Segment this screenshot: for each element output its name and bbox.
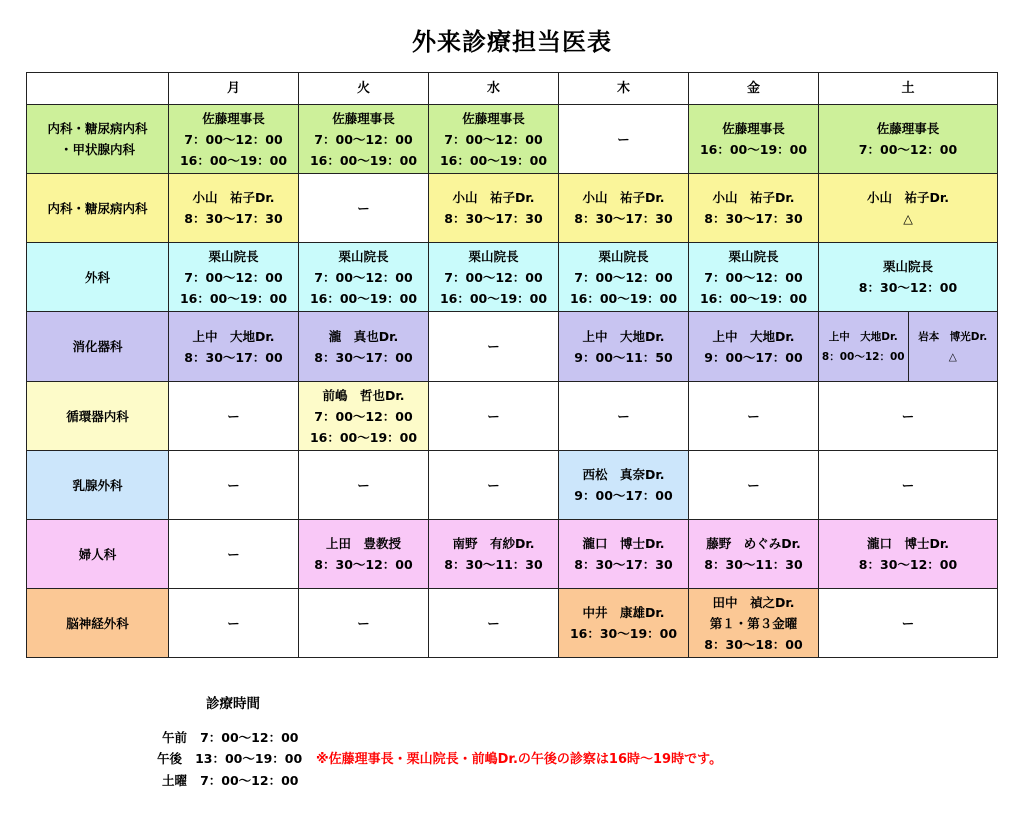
cell-line: 上中 大地Dr. bbox=[192, 328, 275, 344]
cell-line: 16：00〜19：00 bbox=[309, 429, 418, 445]
schedule-cell bbox=[689, 105, 819, 174]
department-row bbox=[27, 105, 998, 174]
cell-line: 栗山院長 bbox=[728, 248, 779, 264]
schedule-cell bbox=[429, 105, 559, 174]
cell-line: 7：00〜12：00 bbox=[444, 131, 543, 147]
split-cell bbox=[819, 312, 997, 381]
cell-line: 8：30〜17：00 bbox=[184, 349, 283, 365]
department-row bbox=[27, 312, 998, 382]
schedule-cell bbox=[819, 589, 998, 658]
schedule-cell bbox=[689, 382, 819, 451]
day-header: 火 bbox=[299, 73, 429, 105]
day-header: 月 bbox=[169, 73, 299, 105]
schedule-cell bbox=[169, 451, 299, 520]
cell-line: 前嶋 哲也Dr. bbox=[322, 387, 405, 403]
department-row bbox=[27, 451, 998, 520]
cell-line: 小山 祐子Dr. bbox=[192, 190, 275, 205]
cell-line: 小山 祐子Dr. bbox=[452, 190, 535, 205]
cell-line: 瀧口 博士Dr. bbox=[582, 536, 665, 551]
schedule-cell bbox=[689, 174, 819, 243]
hours-note: ※佐藤理事長・栗山院長・前嶋Dr.の午後の診察は16時〜19時です。 bbox=[316, 752, 723, 767]
department-name bbox=[27, 174, 169, 243]
cell-line: 8：30〜17：30 bbox=[444, 211, 543, 226]
cell-line: 9：00〜11：50 bbox=[574, 349, 673, 365]
cell-line: 上中 大地Dr. bbox=[582, 328, 665, 344]
header-corner bbox=[27, 73, 169, 105]
cell-line: ー bbox=[357, 200, 370, 216]
cell-line: ー bbox=[901, 615, 915, 631]
cell-line: 16：00〜19：00 bbox=[569, 290, 678, 306]
cell-line: ー bbox=[747, 408, 760, 424]
day-header: 金 bbox=[689, 73, 819, 105]
schedule-cell bbox=[819, 520, 998, 589]
cell-line: 16：00〜19：00 bbox=[699, 142, 808, 157]
schedule-cell bbox=[559, 520, 689, 589]
department-row bbox=[27, 520, 998, 589]
cell-line: 栗山院長 bbox=[598, 248, 649, 264]
cell-line: 7：00〜12：00 bbox=[184, 131, 283, 147]
cell-line: ー bbox=[901, 408, 915, 424]
schedule-cell bbox=[299, 243, 429, 312]
department-name-line: 内科・糖尿病内科 bbox=[47, 121, 148, 136]
cell-line: 16：00〜19：00 bbox=[179, 290, 288, 306]
cell-line: ー bbox=[227, 408, 240, 424]
schedule-cell bbox=[559, 174, 689, 243]
hours-row-pm bbox=[157, 749, 302, 767]
cell-line: 藤野 めぐみDr. bbox=[706, 536, 801, 551]
department-name-line: 消化器科 bbox=[72, 339, 123, 354]
schedule-cell bbox=[299, 105, 429, 174]
schedule-cell bbox=[169, 312, 299, 382]
cell-line: 7：00〜12：00 bbox=[314, 408, 413, 424]
schedule-cell bbox=[299, 451, 429, 520]
cell-line: ー bbox=[357, 477, 370, 493]
cell-line: ー bbox=[487, 477, 500, 493]
department-name bbox=[27, 105, 169, 174]
schedule-cell bbox=[689, 589, 819, 658]
cell-line: 8：30〜17：30 bbox=[184, 211, 283, 226]
schedule-cell bbox=[299, 382, 429, 451]
schedule-cell bbox=[169, 382, 299, 451]
schedule-cell bbox=[429, 243, 559, 312]
cell-line: 8：00〜12：00 bbox=[821, 350, 905, 363]
split-cell-part bbox=[819, 312, 909, 381]
cell-line: 上中 大地Dr. bbox=[712, 328, 795, 344]
schedule-cell bbox=[169, 520, 299, 589]
department-name-line: 脳神経外科 bbox=[66, 615, 129, 631]
cell-line: 田中 禎之Dr. bbox=[712, 594, 795, 610]
hours-label: 土曜 bbox=[162, 773, 188, 788]
cell-line: 16：00〜19：00 bbox=[179, 152, 288, 168]
schedule-cell bbox=[559, 243, 689, 312]
cell-line: 16：00〜19：00 bbox=[439, 152, 548, 168]
schedule-cell bbox=[689, 243, 819, 312]
department-name-line: 外科 bbox=[84, 269, 110, 285]
cell-line: 8：30〜12：00 bbox=[314, 557, 413, 572]
day-header: 木 bbox=[559, 73, 689, 105]
schedule-cell bbox=[299, 312, 429, 382]
cell-line: 栗山院長 bbox=[338, 248, 389, 264]
hours-row-am bbox=[162, 728, 298, 746]
schedule-table bbox=[26, 72, 998, 658]
cell-line: 8：30〜17：30 bbox=[574, 211, 673, 226]
cell-line: ー bbox=[487, 408, 500, 424]
cell-line: 西松 真奈Dr. bbox=[582, 467, 665, 482]
split-cell-part bbox=[909, 312, 998, 381]
department-row bbox=[27, 382, 998, 451]
schedule-cell bbox=[299, 174, 429, 243]
schedule-cell bbox=[169, 105, 299, 174]
department-name bbox=[27, 382, 169, 451]
cell-line: 7：00〜12：00 bbox=[704, 269, 803, 285]
cell-line: △ bbox=[948, 350, 957, 363]
schedule-cell bbox=[819, 451, 998, 520]
schedule-cell bbox=[689, 520, 819, 589]
department-name bbox=[27, 520, 169, 589]
cell-line: 16：00〜19：00 bbox=[699, 290, 808, 306]
cell-line: 16：00〜19：00 bbox=[439, 290, 548, 306]
department-name-line: 循環器内科 bbox=[66, 408, 129, 424]
cell-line: △ bbox=[903, 211, 913, 226]
hours-time: 13：00〜19：00 bbox=[195, 751, 303, 766]
cell-line: ー bbox=[617, 408, 630, 424]
cell-line: 佐藤理事長 bbox=[462, 110, 525, 126]
cell-line: 7：00〜12：00 bbox=[314, 269, 413, 285]
hours-title: 診療時間 bbox=[206, 696, 260, 712]
cell-line: ー bbox=[487, 339, 500, 354]
hours-time: 7：00〜12：00 bbox=[200, 730, 299, 745]
cell-line: ー bbox=[747, 477, 760, 493]
department-row bbox=[27, 243, 998, 312]
schedule-cell bbox=[429, 520, 559, 589]
department-name-line: 内科・糖尿病内科 bbox=[47, 200, 148, 216]
cell-line: 中井 康雄Dr. bbox=[582, 605, 665, 620]
cell-line: 7：00〜12：00 bbox=[574, 269, 673, 285]
cell-line: 16：30〜19：00 bbox=[569, 626, 678, 641]
schedule-cell bbox=[819, 382, 998, 451]
cell-line: 佐藤理事長 bbox=[332, 110, 395, 126]
cell-line: ー bbox=[487, 615, 500, 631]
schedule-cell bbox=[429, 382, 559, 451]
schedule-cell bbox=[689, 312, 819, 382]
cell-line: 7：00〜12：00 bbox=[314, 131, 413, 147]
schedule-cell bbox=[559, 312, 689, 382]
hours-label: 午後 bbox=[157, 751, 183, 766]
cell-line: 上田 豊教授 bbox=[325, 536, 401, 551]
cell-line: ー bbox=[357, 615, 370, 631]
day-header: 土 bbox=[819, 73, 998, 105]
cell-line: 栗山院長 bbox=[882, 259, 933, 274]
header-row bbox=[27, 73, 998, 105]
cell-line: 第１・第３金曜 bbox=[709, 615, 798, 631]
cell-line: 佐藤理事長 bbox=[876, 121, 940, 136]
cell-line: 7：00〜12：00 bbox=[184, 269, 283, 285]
cell-line: 佐藤理事長 bbox=[722, 121, 785, 136]
cell-line: 南野 有紗Dr. bbox=[452, 536, 535, 551]
cell-line: 7：00〜12：00 bbox=[444, 269, 543, 285]
cell-line: 9：00〜17：00 bbox=[574, 488, 673, 503]
page-title: 外来診療担当医表 bbox=[412, 28, 612, 56]
cell-line: 16：00〜19：00 bbox=[309, 152, 418, 168]
department-name-line: ・甲状腺内科 bbox=[59, 142, 135, 157]
department-name bbox=[27, 243, 169, 312]
schedule-cell bbox=[819, 174, 998, 243]
cell-line: 16：00〜19：00 bbox=[309, 290, 418, 306]
cell-line: 小山 祐子Dr. bbox=[866, 190, 949, 205]
cell-line: 8：30〜17：30 bbox=[574, 557, 673, 572]
cell-line: 8：30〜11：30 bbox=[444, 557, 543, 572]
cell-line: ー bbox=[227, 546, 240, 562]
cell-line: 上中 大地Dr. bbox=[828, 330, 898, 343]
hours-row-sat bbox=[162, 771, 298, 789]
department-name bbox=[27, 589, 169, 658]
cell-line: 8：30〜12：00 bbox=[858, 280, 958, 295]
cell-line: 瀧 真也Dr. bbox=[328, 328, 399, 344]
schedule-cell bbox=[299, 520, 429, 589]
cell-line: 8：30〜11：30 bbox=[704, 557, 803, 572]
schedule-cell bbox=[559, 589, 689, 658]
cell-line: 佐藤理事長 bbox=[202, 110, 265, 126]
cell-line: 8：30〜17：00 bbox=[314, 349, 413, 365]
schedule-cell bbox=[169, 243, 299, 312]
schedule-cell bbox=[819, 312, 998, 382]
schedule-cell bbox=[429, 451, 559, 520]
department-row bbox=[27, 589, 998, 658]
schedule-cell bbox=[299, 589, 429, 658]
cell-line: ー bbox=[227, 477, 240, 493]
department-name bbox=[27, 451, 169, 520]
cell-line: 8：30〜17：30 bbox=[704, 211, 803, 226]
cell-line: 栗山院長 bbox=[468, 248, 519, 264]
schedule-cell bbox=[429, 174, 559, 243]
cell-line: ー bbox=[227, 615, 240, 631]
day-header: 水 bbox=[429, 73, 559, 105]
cell-line: 瀧口 博士Dr. bbox=[866, 536, 949, 551]
schedule-cell bbox=[429, 312, 559, 382]
cell-line: 8：30〜18：00 bbox=[704, 636, 803, 652]
cell-line: 7：00〜12：00 bbox=[858, 142, 958, 157]
cell-line: 小山 祐子Dr. bbox=[712, 190, 795, 205]
schedule-cell bbox=[169, 174, 299, 243]
schedule-cell bbox=[819, 243, 998, 312]
cell-line: 小山 祐子Dr. bbox=[582, 190, 665, 205]
cell-line: 9：00〜17：00 bbox=[704, 349, 803, 365]
schedule-cell bbox=[559, 451, 689, 520]
schedule-cell bbox=[429, 589, 559, 658]
cell-line: 岩本 博光Dr. bbox=[918, 330, 988, 343]
cell-line: 8：30〜12：00 bbox=[858, 557, 958, 572]
schedule-cell bbox=[819, 105, 998, 174]
department-name bbox=[27, 312, 169, 382]
schedule-cell bbox=[169, 589, 299, 658]
cell-line: ー bbox=[617, 131, 630, 147]
department-name-line: 婦人科 bbox=[78, 546, 117, 562]
schedule-cell bbox=[559, 382, 689, 451]
hours-label: 午前 bbox=[162, 730, 188, 745]
schedule-cell bbox=[689, 451, 819, 520]
department-name-line: 乳腺外科 bbox=[72, 477, 123, 493]
department-row bbox=[27, 174, 998, 243]
cell-line: 栗山院長 bbox=[208, 248, 259, 264]
hours-time: 7：00〜12：00 bbox=[200, 773, 299, 788]
cell-line: ー bbox=[901, 477, 915, 493]
schedule-cell bbox=[559, 105, 689, 174]
